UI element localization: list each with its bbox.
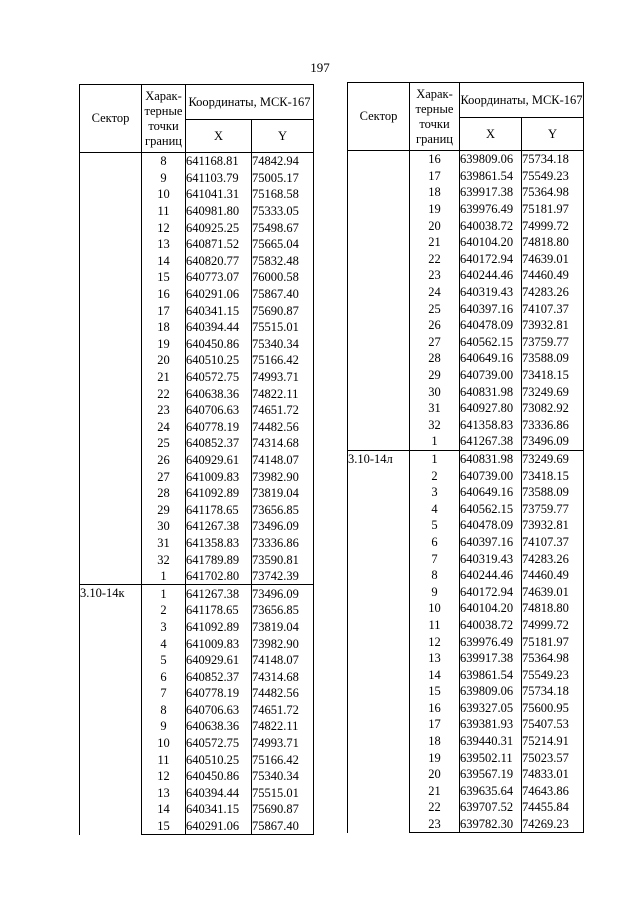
x-cell: 640871.52 [186,236,252,253]
y-cell: 73588.09 [522,350,584,367]
point-cell: 31 [410,400,460,417]
y-cell: 75867.40 [252,818,314,835]
x-cell: 640706.63 [186,702,252,719]
x-cell: 641092.89 [186,619,252,636]
y-cell: 75549.23 [522,168,584,185]
point-cell: 27 [142,468,186,485]
sector-cell: 3.10-14к [80,585,142,835]
header-sector: Сектор [80,85,142,153]
sector-cell [348,151,410,451]
point-cell: 12 [410,633,460,650]
table-body [348,151,584,833]
y-cell: 74651.72 [252,402,314,419]
x-cell: 641041.31 [186,186,252,203]
y-cell: 73982.90 [252,635,314,652]
x-cell: 640773.07 [186,269,252,286]
point-cell: 4 [410,500,460,517]
point-cell: 30 [142,518,186,535]
point-cell: 29 [142,501,186,518]
x-cell: 641178.65 [186,501,252,518]
x-cell: 640929.61 [186,652,252,669]
x-cell: 640394.44 [186,319,252,336]
point-cell: 7 [410,550,460,567]
point-cell: 8 [410,567,460,584]
y-cell: 74999.72 [522,617,584,634]
x-cell: 641092.89 [186,485,252,502]
x-cell: 639809.06 [460,151,522,168]
point-cell: 11 [410,617,460,634]
x-cell: 641009.83 [186,635,252,652]
point-cell: 6 [142,668,186,685]
point-cell: 18 [410,733,460,750]
point-cell: 2 [410,467,460,484]
y-cell: 74148.07 [252,452,314,469]
point-cell: 11 [142,203,186,220]
x-cell: 640341.15 [186,302,252,319]
x-cell: 640291.06 [186,286,252,303]
y-cell: 73249.69 [522,450,584,467]
y-cell: 73819.04 [252,485,314,502]
point-cell: 19 [410,749,460,766]
header-coords: Координаты, МСК-167 [186,85,314,120]
header-coords: Координаты, МСК-167 [460,83,584,118]
y-cell: 75340.34 [252,336,314,353]
x-cell: 640739.00 [460,367,522,384]
y-cell: 76000.58 [252,269,314,286]
point-cell: 10 [142,735,186,752]
y-cell: 75665.04 [252,236,314,253]
y-cell: 74460.49 [522,567,584,584]
x-cell: 641267.38 [186,585,252,602]
x-cell: 640394.44 [186,785,252,802]
x-cell: 640478.09 [460,517,522,534]
y-cell: 73336.86 [522,417,584,434]
point-cell: 7 [142,685,186,702]
point-cell: 20 [410,766,460,783]
x-cell: 640397.16 [460,300,522,317]
table-body [80,153,314,835]
x-cell: 639809.06 [460,683,522,700]
y-cell: 75600.95 [522,700,584,717]
x-cell: 640981.80 [186,203,252,220]
point-cell: 1 [142,568,186,585]
point-cell: 4 [142,635,186,652]
y-cell: 73588.09 [522,484,584,501]
x-cell: 640510.25 [186,751,252,768]
x-cell: 640778.19 [186,419,252,436]
point-cell: 16 [410,700,460,717]
y-cell: 73082.92 [522,400,584,417]
page-number: 197 [310,60,330,75]
y-cell: 75364.98 [522,650,584,667]
point-cell: 23 [410,816,460,833]
y-cell: 75515.01 [252,785,314,802]
x-cell: 640925.25 [186,219,252,236]
point-cell: 17 [410,716,460,733]
x-cell: 639861.54 [460,666,522,683]
x-cell: 640927.80 [460,400,522,417]
y-cell: 73932.81 [522,517,584,534]
y-cell: 73982.90 [252,468,314,485]
point-cell: 22 [410,251,460,268]
x-cell: 640510.25 [186,352,252,369]
x-cell: 640450.86 [186,336,252,353]
header-sector: Сектор [348,83,410,151]
y-cell: 74482.56 [252,685,314,702]
y-cell: 74999.72 [522,217,584,234]
point-cell: 24 [410,284,460,301]
x-cell: 640562.15 [460,334,522,351]
y-cell: 74314.68 [252,668,314,685]
table-row [80,153,314,170]
y-cell: 75181.97 [522,201,584,218]
table-row [80,585,314,602]
x-cell: 640450.86 [186,768,252,785]
x-cell: 640478.09 [460,317,522,334]
y-cell: 75005.17 [252,170,314,187]
table-row [348,151,584,168]
y-cell: 74822.11 [252,718,314,735]
x-cell: 640929.61 [186,452,252,469]
y-cell: 73759.77 [522,500,584,517]
header-y: Y [252,120,314,153]
x-cell: 639327.05 [460,700,522,717]
y-cell: 74283.26 [522,550,584,567]
y-cell: 75498.67 [252,219,314,236]
y-cell: 75023.57 [522,749,584,766]
y-cell: 75867.40 [252,286,314,303]
x-cell: 641267.38 [186,518,252,535]
x-cell: 640172.94 [460,251,522,268]
y-cell: 73336.86 [252,535,314,552]
table-row [348,450,584,467]
x-cell: 640831.98 [460,383,522,400]
y-cell: 74993.71 [252,735,314,752]
point-cell: 1 [410,450,460,467]
x-cell: 640572.75 [186,735,252,752]
header-points: Харак-терные точки границ [410,83,460,151]
point-cell: 30 [410,383,460,400]
x-cell: 640244.46 [460,267,522,284]
x-cell: 639976.49 [460,201,522,218]
x-cell: 640778.19 [186,685,252,702]
point-cell: 26 [410,317,460,334]
x-cell: 640739.00 [460,467,522,484]
point-cell: 3 [142,619,186,636]
point-cell: 14 [142,801,186,818]
x-cell: 640038.72 [460,617,522,634]
point-cell: 3 [410,484,460,501]
point-cell: 21 [142,369,186,386]
y-cell: 73496.09 [252,518,314,535]
x-cell: 639635.64 [460,783,522,800]
x-cell: 641358.83 [186,535,252,552]
x-cell: 639861.54 [460,168,522,185]
y-cell: 75166.42 [252,352,314,369]
point-cell: 25 [142,435,186,452]
point-cell: 10 [142,186,186,203]
x-cell: 640649.16 [460,350,522,367]
x-cell: 639707.52 [460,799,522,816]
x-cell: 640831.98 [460,450,522,467]
point-cell: 31 [142,535,186,552]
y-cell: 75407.53 [522,716,584,733]
point-cell: 19 [410,201,460,218]
y-cell: 74283.26 [522,284,584,301]
x-cell: 639440.31 [460,733,522,750]
y-cell: 74482.56 [252,419,314,436]
x-cell: 639502.11 [460,749,522,766]
point-cell: 1 [142,585,186,602]
point-cell: 20 [410,217,460,234]
x-cell: 641267.38 [460,433,522,450]
point-cell: 5 [142,652,186,669]
x-cell: 639782.30 [460,816,522,833]
point-cell: 14 [142,253,186,270]
x-cell: 640104.20 [460,600,522,617]
point-cell: 25 [410,300,460,317]
y-cell: 73932.81 [522,317,584,334]
point-cell: 23 [142,402,186,419]
point-cell: 17 [410,168,460,185]
point-cell: 27 [410,334,460,351]
coordinates-table-right [347,82,584,833]
point-cell: 29 [410,367,460,384]
x-cell: 641789.89 [186,551,252,568]
y-cell: 74455.84 [522,799,584,816]
point-cell: 22 [142,385,186,402]
point-cell: 21 [410,783,460,800]
point-cell: 15 [142,269,186,286]
x-cell: 640852.37 [186,668,252,685]
x-cell: 640638.36 [186,385,252,402]
x-cell: 640706.63 [186,402,252,419]
x-cell: 641103.79 [186,170,252,187]
x-cell: 639917.38 [460,650,522,667]
point-cell: 1 [410,433,460,450]
y-cell: 74639.01 [522,251,584,268]
x-cell: 640638.36 [186,718,252,735]
sector-cell [80,153,142,585]
point-cell: 15 [410,683,460,700]
point-cell: 9 [142,718,186,735]
y-cell: 73819.04 [252,619,314,636]
y-cell: 75333.05 [252,203,314,220]
y-cell: 73742.39 [252,568,314,585]
x-cell: 641702.80 [186,568,252,585]
point-cell: 6 [410,534,460,551]
y-cell: 74107.37 [522,300,584,317]
x-cell: 640104.20 [460,234,522,251]
point-cell: 9 [142,170,186,187]
point-cell: 16 [410,151,460,168]
point-cell: 32 [410,417,460,434]
header-x: X [186,120,252,153]
y-cell: 75734.18 [522,151,584,168]
x-cell: 640820.77 [186,253,252,270]
point-cell: 13 [410,650,460,667]
y-cell: 75364.98 [522,184,584,201]
y-cell: 73656.85 [252,501,314,518]
y-cell: 73249.69 [522,383,584,400]
y-cell: 74993.71 [252,369,314,386]
point-cell: 5 [410,517,460,534]
x-cell: 640572.75 [186,369,252,386]
point-cell: 18 [142,319,186,336]
x-cell: 640172.94 [460,583,522,600]
y-cell: 74822.11 [252,385,314,402]
x-cell: 641168.81 [186,153,252,170]
point-cell: 12 [142,219,186,236]
point-cell: 28 [410,350,460,367]
x-cell: 640852.37 [186,435,252,452]
point-cell: 2 [142,602,186,619]
y-cell: 73656.85 [252,602,314,619]
y-cell: 74651.72 [252,702,314,719]
y-cell: 73418.15 [522,367,584,384]
y-cell: 74314.68 [252,435,314,452]
y-cell: 75168.58 [252,186,314,203]
y-cell: 75734.18 [522,683,584,700]
y-cell: 74639.01 [522,583,584,600]
y-cell: 75690.87 [252,801,314,818]
y-cell: 75515.01 [252,319,314,336]
y-cell: 74842.94 [252,153,314,170]
point-cell: 8 [142,702,186,719]
y-cell: 73418.15 [522,467,584,484]
y-cell: 74460.49 [522,267,584,284]
point-cell: 12 [142,768,186,785]
y-cell: 75214.91 [522,733,584,750]
x-cell: 641358.83 [460,417,522,434]
point-cell: 10 [410,600,460,617]
y-cell: 75832.48 [252,253,314,270]
y-cell: 73496.09 [522,433,584,450]
x-cell: 640291.06 [186,818,252,835]
y-cell: 74818.80 [522,234,584,251]
y-cell: 73496.09 [252,585,314,602]
y-cell: 75690.87 [252,302,314,319]
point-cell: 21 [410,234,460,251]
x-cell: 639567.19 [460,766,522,783]
y-cell: 74833.01 [522,766,584,783]
x-cell: 639976.49 [460,633,522,650]
coordinates-table-left [79,84,314,835]
point-cell: 13 [142,785,186,802]
point-cell: 15 [142,818,186,835]
point-cell: 28 [142,485,186,502]
y-cell: 73759.77 [522,334,584,351]
header-points: Харак-терные точки границ [142,85,186,153]
point-cell: 22 [410,799,460,816]
y-cell: 75166.42 [252,751,314,768]
point-cell: 32 [142,551,186,568]
x-cell: 640649.16 [460,484,522,501]
header-x: X [460,118,522,151]
sector-cell: 3.10-14л [348,450,410,833]
x-cell: 640341.15 [186,801,252,818]
y-cell: 74269.23 [522,816,584,833]
y-cell: 75340.34 [252,768,314,785]
point-cell: 8 [142,153,186,170]
x-cell: 641009.83 [186,468,252,485]
point-cell: 23 [410,267,460,284]
x-cell: 640397.16 [460,534,522,551]
x-cell: 640319.43 [460,550,522,567]
header-y: Y [522,118,584,151]
x-cell: 641178.65 [186,602,252,619]
x-cell: 640244.46 [460,567,522,584]
point-cell: 24 [142,419,186,436]
point-cell: 17 [142,302,186,319]
x-cell: 639917.38 [460,184,522,201]
x-cell: 639381.93 [460,716,522,733]
y-cell: 74148.07 [252,652,314,669]
point-cell: 16 [142,286,186,303]
point-cell: 9 [410,583,460,600]
point-cell: 26 [142,452,186,469]
y-cell: 74643.86 [522,783,584,800]
x-cell: 640319.43 [460,284,522,301]
y-cell: 73590.81 [252,551,314,568]
point-cell: 11 [142,751,186,768]
point-cell: 13 [142,236,186,253]
point-cell: 18 [410,184,460,201]
point-cell: 19 [142,336,186,353]
point-cell: 14 [410,666,460,683]
y-cell: 74818.80 [522,600,584,617]
x-cell: 640562.15 [460,500,522,517]
y-cell: 74107.37 [522,534,584,551]
point-cell: 20 [142,352,186,369]
y-cell: 75181.97 [522,633,584,650]
y-cell: 75549.23 [522,666,584,683]
x-cell: 640038.72 [460,217,522,234]
